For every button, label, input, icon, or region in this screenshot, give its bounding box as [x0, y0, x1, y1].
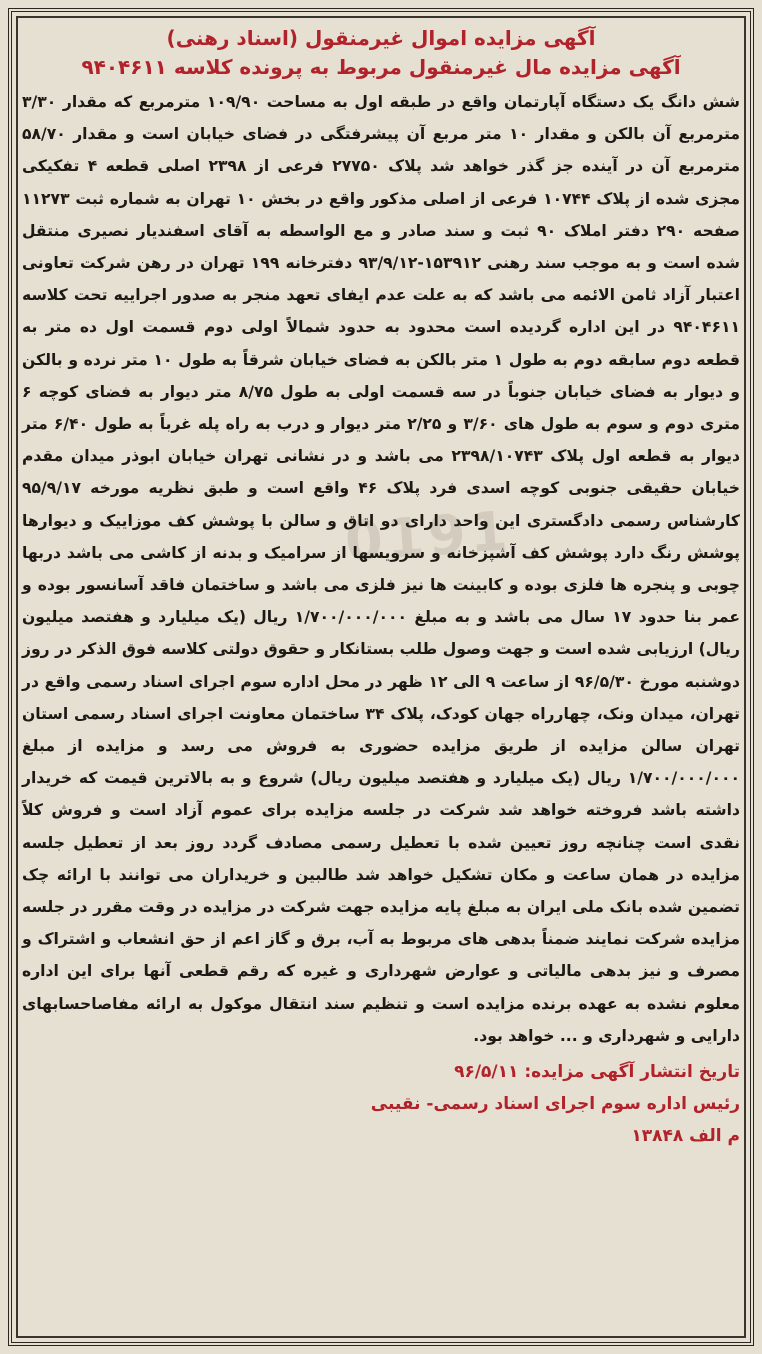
- publish-date: تاریخ انتشار آگهی مزایده: ۹۶/۵/۱۱: [454, 1062, 740, 1083]
- signatory: رئیس اداره سوم اجرای اسناد رسمی- نقیبی: [370, 1094, 740, 1115]
- watermark-stamp: 0191: [343, 499, 514, 574]
- notice-subtitle: آگهی مزایده مال غیرمنقول مربوط به پرونده کلاسه ۹۴۰۴۶۱۱: [81, 55, 681, 79]
- notice-footer: [22, 1056, 740, 1152]
- reference-code: م الف ۱۳۸۴۸: [631, 1126, 740, 1147]
- notice-content: [22, 24, 740, 1152]
- notice-title: آگهی مزایده اموال غیرمنقول (اسناد رهنی): [166, 26, 596, 50]
- notice-body: شش دانگ یک دستگاه آپارتمان واقع در طبقه اول به مساحت ۱۰۹/۹۰ مترمربع که مقدار ۳/۳۰ مترمربع آن بالکن و مقدار ۱۰ متر مربع آن پیشرفتگی در فضای خیابان است و مقدار ۵۸/۷۰ مترمربع آن در آینده جز گذر خواهد شد پلاک ۲۷۷۵۰ فرعی از ۲۳۹۸ اصلی قطعه ۴ تفکیکی مجزی شده از پلاک ۱۰۷۴۴ فرعی از اصلی مذکور واقع در بخش ۱۰ تهران به شماره ثبت ۱۱۲۷۳ صفحه ۲۹۰ دفتر املاک ۹۰ ثبت و سند صادر و مع الواسطه به آقای اسفندیار نصیری منتقل شده است و به موجب سند رهنی ۱۵۳۹۱۲-۹۳/۹/۱۲ دفترخانه ۱۹۹ تهران در رهن شرکت تعاونی اعتبار آزاد ثامن الائمه می باشد که به علت عدم ایفای تعهد منجر به صدور اجراییه تحت کلاسه ۹۴۰۴۶۱۱ در این اداره گردیده است محدود به حدود شمالاً اولی دوم قسمت اول ده متر به قطعه دوم سابقه دوم به طول ۱ متر بالکن به فضای خیابان شرقاً به طول ۱۰ متر نرده و بالکن و دیوار به فضای خیابان جنوباً در سه قسمت اولی به طول ۸/۷۵ متر دیوار به فضای کوچه ۶ متری دوم و سوم به طول های ۳/۶۰ و ۲/۲۵ متر دیوار و درب به راه پله غرباً به طول ۶/۴۰ متر دیوار به قطعه اول پلاک ۲۳۹۸/۱۰۷۴۳ می باشد و در نشانی تهران خیابان ابوذر میدان مقدم خیابان حقیقی جنوبی کوچه اسدی فرد پلاک ۴۶ واقع است و طبق نظریه مورخه ۹۵/۹/۱۷ کارشناس رسمی دادگستری این واحد دارای دو اتاق و سالن با پوشش کف موزاییک و دیوارها پوشش رنگ دارد پوشش کف آشپزخانه و سرویسها از سرامیک و بدنه از کاشی می باشد دربها چوبی و پنجره ها فلزی بوده و کابینت ها نیز فلزی می باشد و ساختمان فاقد آسانسور بوده و عمر بنا حدود ۱۷ سال می باشد و به مبلغ ۱/۷۰۰/۰۰۰/۰۰۰ ریال (یک میلیارد و هفتصد میلیون ریال) ارزیابی شده است و جهت وصول طلب بستانکار و حقوق دولتی کلاسه فوق الذکر در روز دوشنبه مورخ ۹۶/۵/۳۰ از ساعت ۹ الی ۱۲ ظهر در محل اداره سوم اجرای اسناد رسمی واقع در تهران، میدان ونک، چهارراه جهان کودک، پلاک ۳۴ ساختمان معاونت اجرای اسناد رسمی استان تهران سالن مزایده از طریق مزایده حضوری به فروش می رسد و مزایده از مبلغ ۱/۷۰۰/۰۰۰/۰۰۰ ریال (یک میلیارد و هفتصد میلیون ریال) شروع و به بالاترین قیمت که خریدار داشته باشد فروخته خواهد شد شرکت در جلسه مزایده برای عموم آزاد است و فروش کلاً نقدی است چنانچه روز تعیین شده با تعطیل رسمی مصادف گردد روز بعد از تعطیل جلسه مزایده در همان ساعت و مکان تشکیل خواهد شد طالبین و خریداران می توانند با ارائه چک تضمین شده بانک ملی ایران به مبلغ پایه مزایده جهت شرکت در مزایده در وقت مقرر در جلسه مزایده شرکت نمایند ضمناً بدهی های مربوط به آب، برق و گاز اعم از حق انشعاب و اشتراک و مصرف و نیز بدهی مالیاتی و عوارض شهرداری و غیره که رقم قطعی آنها برای این اداره معلوم نشده به عهده برنده مزایده است و تنظیم سند انتقال موکول به ارائه مفاصاحسابهای دارایی و شهرداری و ... خواهد بود.: [22, 93, 741, 1045]
